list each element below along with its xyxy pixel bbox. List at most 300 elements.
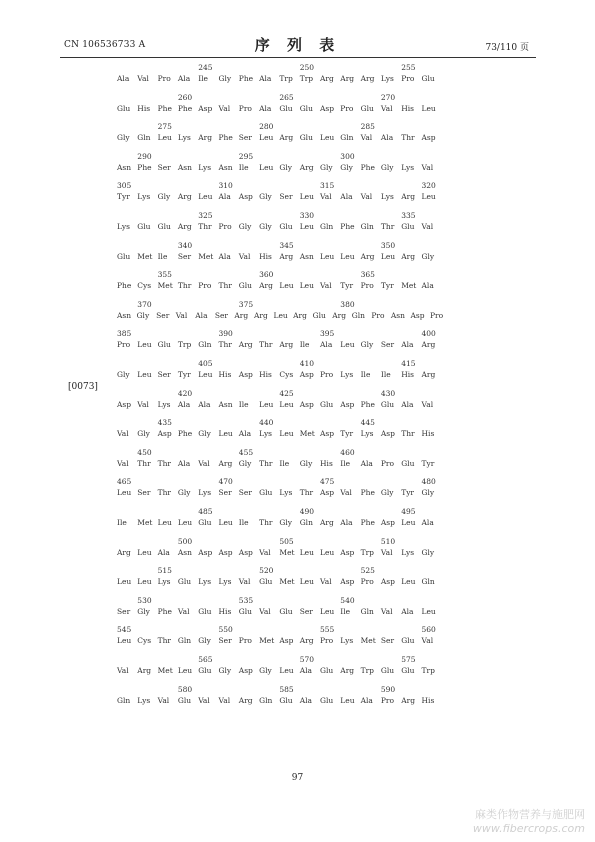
amino-acid: Trp — [279, 74, 293, 83]
residue-number: 570 — [299, 655, 315, 664]
amino-acid: Lys — [198, 162, 212, 172]
sequence-row — [0, 311, 595, 322]
amino-acid: Thr — [259, 340, 273, 350]
amino-acid: Leu — [380, 251, 396, 261]
amino-acid: Leu — [259, 162, 274, 172]
amino-acid: Val — [380, 547, 393, 557]
amino-acid: Gly — [238, 222, 252, 231]
amino-acid: Asp — [238, 192, 253, 202]
sequence-row — [0, 518, 595, 529]
residue-number: 520 — [259, 566, 274, 576]
amino-acid: Leu — [299, 192, 314, 202]
amino-acid: Gly — [136, 310, 150, 320]
amino-acid: Leu — [177, 518, 193, 527]
amino-acid: Leu — [299, 222, 314, 231]
amino-acid: Phe — [157, 103, 172, 113]
amino-acid: Glu — [401, 636, 415, 646]
amino-acid: Tyr — [177, 370, 191, 379]
amino-acid: Met — [137, 518, 153, 527]
amino-acid: Trp — [360, 666, 374, 675]
amino-acid: Val — [421, 636, 434, 646]
amino-acid: Cys — [279, 370, 294, 379]
amino-acid: Ala — [238, 429, 252, 439]
amino-acid: Leu — [198, 370, 213, 379]
amino-acid: His — [259, 370, 272, 379]
residue-number: 360 — [259, 270, 274, 280]
amino-acid: Ile — [198, 74, 208, 83]
residue-number-row — [0, 300, 595, 311]
amino-acid: Leu — [299, 577, 314, 587]
amino-acid: Val — [157, 695, 170, 705]
header-rule — [60, 57, 536, 58]
residue-number: 585 — [279, 684, 294, 694]
residue-number: 540 — [340, 595, 355, 605]
amino-acid: Glu — [279, 103, 293, 113]
amino-acid: Gln — [320, 222, 334, 231]
amino-acid: Met — [401, 281, 417, 291]
amino-acid: Asp — [380, 577, 395, 587]
amino-acid: Val — [421, 222, 434, 231]
amino-acid: Val — [421, 399, 434, 409]
amino-acid: Thr — [259, 458, 273, 468]
amino-acid: Val — [198, 695, 210, 705]
amino-acid: Asn — [299, 251, 314, 261]
amino-acid: Val — [238, 577, 251, 587]
residue-number: 395 — [320, 329, 335, 339]
amino-acid: Gly — [218, 74, 232, 83]
residue-number: 460 — [340, 447, 355, 457]
amino-acid: Asn — [177, 547, 192, 557]
residue-number: 435 — [157, 418, 172, 428]
amino-acid: Lys — [137, 192, 151, 202]
amino-acid: His — [320, 458, 333, 468]
page-header — [0, 38, 595, 54]
residue-number: 320 — [421, 181, 436, 191]
watermark-site-name: 麻类作物营养与施肥网 — [475, 808, 585, 821]
amino-acid: Lys — [157, 577, 171, 587]
amino-acid: Asn — [117, 162, 132, 172]
amino-acid: Leu — [340, 251, 355, 261]
amino-acid: Met — [279, 547, 295, 557]
amino-acid: His — [421, 695, 435, 705]
residue-number: 245 — [198, 63, 213, 72]
residue-number: 505 — [279, 536, 294, 546]
amino-acid: Arg — [177, 222, 192, 231]
amino-acid: Leu — [279, 666, 294, 675]
amino-acid: Ala — [198, 399, 211, 409]
residue-number: 405 — [198, 359, 213, 368]
amino-acid: Gln — [360, 222, 374, 231]
amino-acid: His — [401, 103, 414, 113]
amino-acid: Glu — [238, 281, 253, 291]
amino-acid: Ile — [360, 370, 371, 379]
amino-acid: Lys — [360, 429, 374, 439]
amino-acid: Gln — [351, 310, 365, 320]
amino-acid: Arg — [279, 340, 294, 350]
amino-acid: Ala — [157, 547, 170, 557]
amino-acid: Gly — [177, 488, 191, 498]
amino-acid: Arg — [293, 310, 307, 320]
amino-acid: Glu — [279, 695, 293, 705]
amino-acid: Asp — [340, 577, 355, 587]
amino-acid: Leu — [320, 606, 335, 616]
amino-acid: Asp — [340, 547, 355, 557]
amino-acid: Glu — [380, 666, 395, 675]
residue-number: 510 — [380, 536, 396, 546]
amino-acid: Arg — [137, 666, 152, 675]
residue-number-row — [0, 566, 595, 577]
residue-number: 375 — [238, 299, 254, 309]
residue-number: 430 — [380, 388, 396, 398]
residue-number: 480 — [421, 477, 436, 487]
amino-acid: Lys — [117, 222, 130, 231]
amino-acid: Ala — [401, 399, 414, 409]
amino-acid: Val — [198, 458, 210, 468]
amino-acid: Lys — [380, 192, 394, 202]
amino-acid: Leu — [273, 310, 288, 320]
page-title: 序 列 表 — [254, 36, 341, 54]
document-id: CN 106536733 A — [64, 40, 146, 50]
amino-acid: Leu — [137, 547, 152, 557]
amino-acid: Cys — [137, 281, 152, 291]
residue-number: 330 — [299, 211, 315, 220]
amino-acid: Ala — [177, 74, 191, 83]
amino-acid: Met — [137, 251, 153, 261]
amino-acid: Arg — [421, 340, 436, 350]
residue-number: 500 — [177, 536, 193, 546]
amino-acid: Ser — [177, 251, 192, 261]
amino-acid: Met — [279, 577, 295, 587]
amino-acid: Trp — [299, 74, 314, 83]
residue-number-row — [0, 152, 595, 163]
amino-acid: Leu — [157, 518, 172, 527]
amino-acid: Glu — [117, 103, 131, 113]
amino-acid: Thr — [401, 133, 415, 143]
amino-acid: Leu — [299, 547, 314, 557]
amino-acid: Asp — [380, 429, 395, 439]
residue-number: 370 — [137, 299, 152, 309]
amino-acid: Leu — [421, 192, 436, 202]
amino-acid: Thr — [299, 488, 314, 498]
residue-number-row — [0, 596, 595, 607]
residue-number: 315 — [320, 181, 335, 191]
amino-acid: Ala — [340, 518, 353, 527]
amino-acid: Leu — [117, 488, 132, 498]
residue-number: 495 — [401, 507, 416, 516]
amino-acid: Leu — [137, 340, 152, 350]
amino-acid: Arg — [299, 162, 314, 172]
sequence-row — [0, 74, 595, 85]
amino-acid: Ala — [177, 399, 191, 409]
amino-acid: Asp — [117, 399, 132, 409]
amino-acid: Ala — [299, 666, 312, 675]
residue-number-row — [0, 329, 595, 340]
amino-acid: Asp — [299, 370, 314, 379]
amino-acid: Leu — [198, 192, 213, 202]
amino-acid: Gly — [279, 162, 293, 172]
amino-acid: Ser — [238, 488, 252, 498]
amino-acid: Leu — [320, 133, 335, 143]
residue-number: 465 — [117, 477, 132, 487]
amino-acid: Asp — [320, 429, 335, 439]
residue-number: 575 — [401, 655, 416, 664]
amino-acid: Phe — [340, 222, 355, 231]
residue-number: 545 — [117, 625, 132, 635]
amino-acid: Val — [137, 74, 149, 83]
sequence-row — [0, 696, 595, 707]
amino-acid: His — [401, 370, 414, 379]
sequence-row — [0, 163, 595, 174]
amino-acid: Leu — [137, 370, 152, 379]
residue-number: 355 — [157, 270, 172, 280]
amino-acid: Leu — [421, 606, 436, 616]
amino-acid: Arg — [253, 310, 268, 320]
amino-acid: Gln — [421, 577, 435, 587]
amino-acid: Gly — [421, 488, 435, 498]
amino-acid: Ser — [157, 370, 171, 379]
amino-acid: Pro — [380, 458, 395, 468]
residue-number-row — [0, 211, 595, 222]
amino-acid: Arg — [198, 133, 212, 143]
residue-number: 340 — [177, 240, 193, 250]
residue-number: 485 — [198, 507, 213, 516]
residue-number: 490 — [299, 507, 315, 516]
amino-acid: Ala — [177, 458, 191, 468]
amino-acid: Asp — [157, 429, 172, 439]
residue-number: 555 — [320, 625, 335, 635]
amino-acid: Ala — [360, 458, 373, 468]
amino-acid: Gln — [137, 133, 151, 143]
amino-acid: Gly — [198, 636, 211, 646]
amino-acid: Tyr — [380, 281, 394, 291]
amino-acid: Ser — [380, 636, 395, 646]
sequence-row — [0, 222, 595, 233]
amino-acid: Val — [340, 488, 352, 498]
amino-acid: Glu — [177, 695, 192, 705]
amino-acid: Asn — [117, 310, 132, 320]
amino-acid: Arg — [401, 695, 415, 705]
amino-acid: Gly — [380, 488, 394, 498]
amino-acid: Lys — [401, 547, 415, 557]
residue-number: 275 — [157, 122, 172, 132]
amino-acid: Gly — [137, 606, 150, 616]
amino-acid: Phe — [117, 281, 132, 291]
amino-acid: Thr — [401, 429, 415, 439]
amino-acid: Pro — [157, 74, 171, 83]
amino-acid: Lys — [380, 74, 394, 83]
amino-acid: Phe — [238, 74, 254, 83]
amino-acid: Arg — [234, 310, 249, 320]
amino-acid: Leu — [340, 340, 355, 350]
amino-acid: Ala — [299, 695, 312, 705]
amino-acid: Leu — [340, 695, 355, 705]
amino-acid: Arg — [360, 251, 375, 261]
sequence-row — [0, 252, 595, 263]
amino-acid: Lys — [137, 695, 151, 705]
residue-number: 550 — [218, 625, 233, 635]
amino-acid: Lys — [157, 399, 171, 409]
amino-acid: Glu — [279, 606, 293, 616]
amino-acid: Glu — [299, 103, 313, 113]
amino-acid: His — [218, 370, 232, 379]
amino-acid: Tyr — [340, 281, 354, 291]
residue-number: 580 — [177, 684, 193, 694]
amino-acid: Lys — [401, 162, 415, 172]
amino-acid: Glu — [320, 695, 334, 705]
amino-acid: Gln — [340, 133, 354, 143]
amino-acid: Arg — [279, 251, 294, 261]
residue-number: 590 — [380, 684, 396, 694]
amino-acid: Ala — [421, 281, 434, 291]
amino-acid: Arg — [401, 192, 415, 202]
amino-acid: Gly — [279, 518, 293, 527]
amino-acid: Met — [259, 636, 275, 646]
amino-acid: Leu — [299, 281, 314, 291]
residue-number-row — [0, 359, 595, 370]
amino-acid: Thr — [157, 488, 172, 498]
amino-acid: Val — [380, 103, 393, 113]
amino-acid: Asn — [218, 162, 233, 172]
residue-number-row — [0, 685, 595, 696]
amino-acid: His — [137, 103, 151, 113]
amino-acid: Gly — [218, 666, 232, 675]
amino-acid: Ile — [279, 458, 290, 468]
amino-acid: Val — [320, 281, 332, 291]
residue-number-row — [0, 537, 595, 548]
residue-number: 445 — [360, 418, 375, 428]
amino-acid: Gly — [137, 429, 150, 439]
sequence-row — [0, 577, 595, 588]
amino-acid: Gly — [320, 162, 333, 172]
amino-acid: Thr — [157, 636, 172, 646]
residue-number: 345 — [279, 240, 294, 250]
amino-acid: Val — [137, 399, 149, 409]
residue-number: 385 — [117, 329, 132, 339]
amino-acid: Phe — [177, 429, 193, 439]
amino-acid: Thr — [157, 458, 172, 468]
residue-number: 300 — [340, 151, 355, 161]
sequence-row — [0, 607, 595, 618]
amino-acid: Gly — [340, 162, 353, 172]
amino-acid: Glu — [320, 666, 334, 675]
watermark — [473, 806, 585, 835]
amino-acid: Val — [238, 251, 251, 261]
amino-acid: Ser — [279, 192, 293, 202]
residue-number: 380 — [340, 299, 355, 309]
amino-acid: Ser — [380, 340, 395, 350]
amino-acid: Pro — [198, 281, 212, 291]
amino-acid: Gln — [198, 340, 212, 350]
amino-acid: Asp — [410, 310, 425, 320]
amino-acid: Ser — [117, 606, 131, 616]
amino-acid: Pro — [238, 103, 252, 113]
amino-acid: Lys — [198, 488, 212, 498]
amino-acid: Pro — [320, 636, 334, 646]
sequence-row — [0, 340, 595, 351]
amino-acid: Ala — [421, 518, 434, 527]
amino-acid: Arg — [238, 340, 253, 350]
amino-acid: Asp — [320, 488, 335, 498]
amino-acid: Glu — [117, 251, 131, 261]
amino-acid: Glu — [401, 666, 415, 675]
residue-number: 535 — [238, 595, 254, 605]
amino-acid: Leu — [279, 399, 294, 409]
amino-acid: Thr — [177, 281, 192, 291]
amino-acid: Ile — [238, 162, 249, 172]
page-reference: 73/110 页 — [485, 43, 529, 53]
amino-acid: Ala — [401, 606, 414, 616]
amino-acid: Pro — [401, 74, 415, 83]
amino-acid: Met — [360, 636, 376, 646]
amino-acid: Val — [259, 606, 271, 616]
amino-acid: Asn — [390, 310, 405, 320]
sequence-row — [0, 459, 595, 470]
amino-acid: Arg — [117, 547, 131, 557]
amino-acid: Pro — [218, 222, 232, 231]
amino-acid: Leu — [320, 547, 335, 557]
amino-acid: Thr — [218, 281, 232, 291]
sequence-row — [0, 429, 595, 440]
amino-acid: Asp — [198, 103, 213, 113]
amino-acid: Trp — [421, 666, 435, 675]
amino-acid: Phe — [218, 133, 233, 143]
amino-acid: Gln — [259, 695, 273, 705]
amino-acid: Leu — [401, 518, 416, 527]
amino-acid: Leu — [218, 429, 233, 439]
sequence-row — [0, 400, 595, 411]
amino-acid: Asp — [421, 133, 436, 143]
amino-acid: Arg — [320, 74, 334, 83]
amino-acid: Leu — [117, 636, 132, 646]
amino-acid: Gly — [157, 192, 171, 202]
residue-number: 415 — [401, 359, 416, 368]
residue-number-row — [0, 389, 595, 400]
amino-acid: Phe — [137, 162, 152, 172]
amino-acid: Val — [117, 666, 129, 675]
amino-acid: Glu — [157, 222, 171, 231]
amino-acid: Leu — [117, 577, 132, 587]
amino-acid: Gln — [177, 636, 192, 646]
residue-number: 260 — [177, 92, 193, 102]
amino-acid: Leu — [259, 133, 274, 143]
amino-acid: Ala — [401, 340, 414, 350]
amino-acid: Tyr — [421, 458, 435, 468]
amino-acid: Lys — [218, 577, 232, 587]
amino-acid: Glu — [177, 577, 192, 587]
amino-acid: Trp — [360, 547, 374, 557]
residue-number-row — [0, 625, 595, 636]
residue-number: 565 — [198, 655, 213, 664]
amino-acid: Glu — [421, 74, 435, 83]
sequence-row — [0, 636, 595, 647]
amino-acid: Met — [157, 281, 173, 291]
amino-acid: Val — [117, 458, 129, 468]
amino-acid: Asp — [238, 370, 253, 379]
amino-acid: Ser — [299, 606, 313, 616]
residue-number: 420 — [177, 388, 193, 398]
amino-acid: Glu — [380, 399, 395, 409]
amino-acid: Ile — [380, 370, 391, 379]
residue-number-row — [0, 448, 595, 459]
amino-acid: His — [421, 429, 435, 439]
amino-acid: Leu — [177, 666, 193, 675]
amino-acid: Pro — [238, 636, 252, 646]
amino-acid: Ala — [259, 103, 272, 113]
watermark-url: www.fibercrops.com — [472, 822, 585, 835]
residue-number-row — [0, 418, 595, 429]
amino-acid: Leu — [279, 281, 294, 291]
amino-acid: Val — [117, 429, 129, 439]
